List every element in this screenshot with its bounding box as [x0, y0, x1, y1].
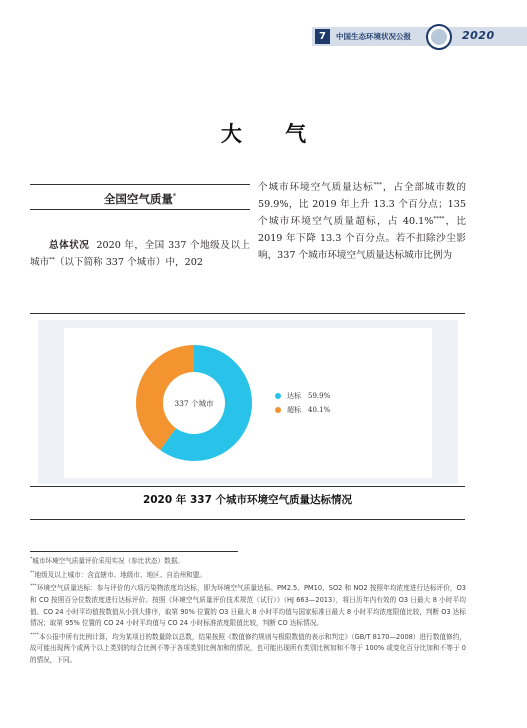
footnote-marker: ****: [30, 632, 39, 638]
footnote-marker: *: [30, 557, 33, 562]
legend-value: 40.1%: [308, 406, 331, 414]
page-title: 大 气: [220, 121, 325, 146]
left-marker: **: [49, 256, 55, 263]
footnote-text: 环境空气质量达标：参与评价的六项污染物浓度均达标，即为环境空气质量达标。PM2.5、PM10、SO2 和 NO2 按照年均浓度进行达标评价，O3 和 CO 按照百分位数浓度进行达标评价。按照《环境空气质量评价技术规范（试行）》（HJ 663—2013），将日历年内有效的 O3 日最大 8 小时平均值、CO 24 小时平均值按数值从小到大排序，取第 90% 位置的 O3 日最大 8 小时平均值与国家标准日最大 8 小时平均浓度限值比较，判断 O3 达标情况；取第 95% 位置的 CO 24 小时平均值与 CO 24 小时标准浓度限值比较，判断 CO 达标情况。: [30, 584, 466, 628]
chart-panel: [64, 328, 432, 478]
left-text-2: （以下简称 337 个城市）中，202: [54, 257, 203, 268]
donut-center-label: 337 个城市: [174, 399, 214, 408]
footnote-text: 地级及以上城市：含直辖市、地级市、地区、自治州和盟。: [34, 570, 206, 579]
footnote-marker: **: [30, 570, 35, 576]
right-text-1: 个城市环境空气质量达标: [258, 182, 374, 193]
legend-swatch: [275, 393, 281, 399]
left-text-1: 2020 年，全国 337 个地级及以上城市: [30, 240, 250, 268]
footnote-item: [30, 568, 466, 582]
right-text-2: ，占全部城市数的 59.9%，比 2019 年上升 13.3 个百分点；135 个城市环境空气质量超标，占 40.1%: [258, 182, 467, 227]
section-rule-bottom: [30, 209, 250, 210]
legend-item: [275, 391, 330, 401]
footnote-item: [30, 581, 466, 629]
legend-swatch: [275, 407, 281, 413]
report-year: 2020: [462, 29, 495, 42]
right-column: [258, 179, 466, 264]
left-paragraph: [30, 237, 250, 271]
section-title-marker: *: [172, 193, 177, 200]
section-title: [30, 190, 250, 206]
footnote-item: [30, 554, 466, 568]
legend-item: [275, 405, 330, 415]
header-emblem-inner: [431, 29, 447, 45]
footnote-text: 城市环境空气质量评价采用实况（参比状态）数据。: [32, 557, 184, 566]
footnote-text: 本公报中所有比例计算，均为某项目的数量除以总数，结果按照《数值修约规则与极限数值的表示和判定》（GB/T 8170—2008）进行数值修约，故可能出现两个或两个以上类别的综合比例不等于各项类别比例加和的情况，也可能出现所有类别比例加和不等于 100% 或变化百分比加和不等于 0 的情况，下同。: [30, 632, 466, 664]
chart-legend: [275, 391, 330, 419]
right-marker-2: ****: [433, 215, 445, 222]
report-title: 中国生态环境状况公报: [336, 32, 411, 41]
right-marker-1: ***: [373, 181, 382, 188]
section-title-text: 全国空气质量: [103, 191, 173, 206]
left-column: [30, 237, 250, 271]
figure-caption: 2020 年 337 个城市环境空气质量达标情况: [142, 494, 353, 506]
donut-chart: [64, 328, 432, 478]
footnote-rule: [30, 551, 238, 552]
footnote-marker: ***: [30, 584, 37, 590]
right-paragraph: [258, 179, 466, 264]
legend-label: 超标: [287, 406, 301, 414]
footnote-item: [30, 630, 466, 667]
page-number: 7: [315, 29, 330, 44]
footnotes: [30, 554, 466, 666]
legend-value: 59.9%: [308, 392, 331, 400]
section-rule-top: [30, 184, 250, 185]
right-text-3: ，比 2019 年下降 13.3 个百分点。若不扣除沙尘影响，337 个城市环境空气质量达标城市比例为: [258, 216, 467, 261]
paragraph-lead: 总体状况: [49, 240, 90, 251]
legend-label: 达标: [287, 392, 301, 400]
caption-rule: [30, 486, 465, 487]
